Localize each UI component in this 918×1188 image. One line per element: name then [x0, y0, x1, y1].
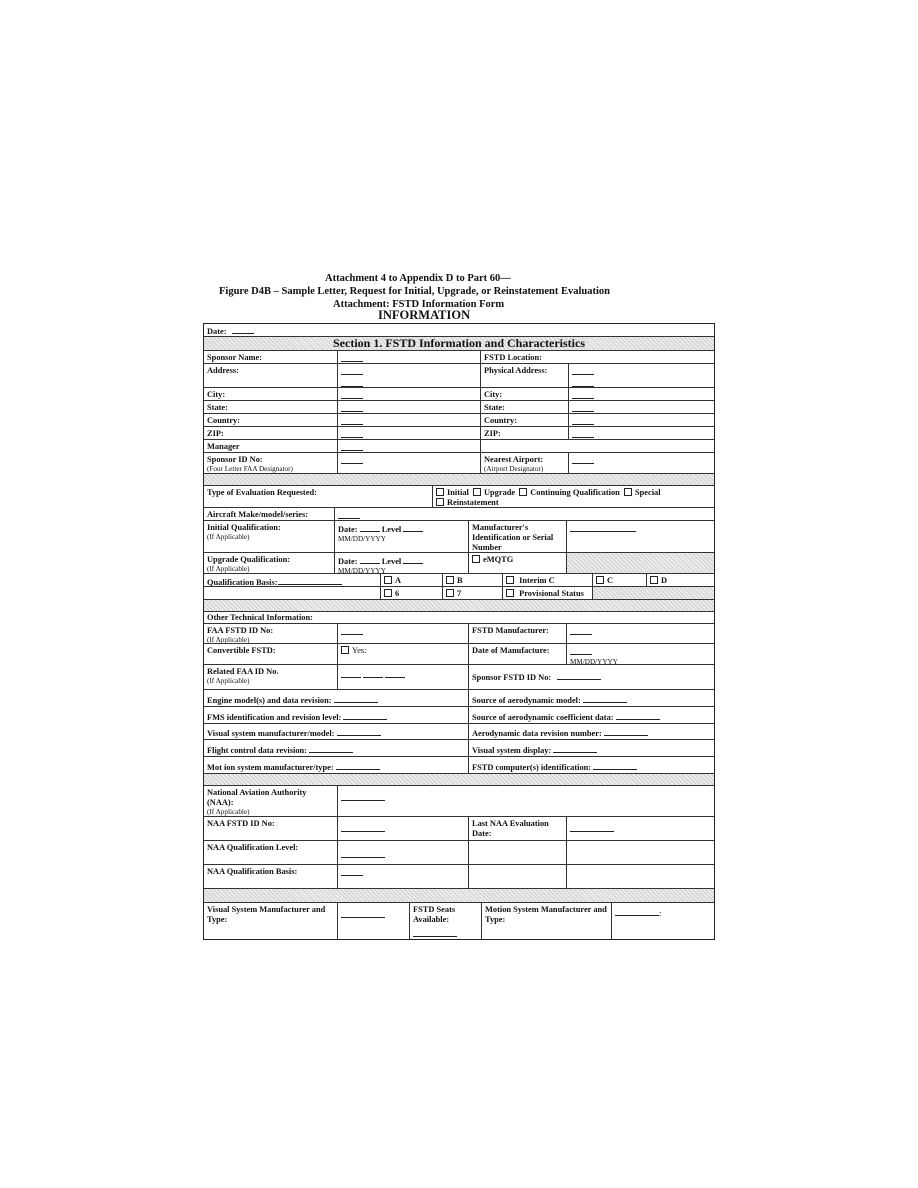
faa-fstd-id-label: FAA FSTD ID No: — [207, 626, 274, 635]
country-label-2: Country: — [480, 414, 568, 426]
reinstatement-option-label: Reinstatement — [447, 498, 499, 507]
other-technical-row — [204, 611, 714, 623]
upgrade-level-field[interactable] — [403, 555, 423, 564]
sponsor-name-field[interactable] — [341, 353, 363, 362]
level-d-label: D — [661, 576, 668, 585]
provisional-status-label: Provisional Status — [519, 589, 584, 598]
physical-address-field-1[interactable] — [572, 366, 594, 375]
motion-system-row — [204, 756, 714, 773]
fstd-information-form — [203, 323, 715, 940]
sponsor-name-row — [204, 350, 714, 363]
motion-system-field[interactable] — [336, 761, 380, 770]
sponsor-id-label: Sponsor ID No: — [207, 455, 263, 464]
manager-field[interactable] — [341, 442, 363, 451]
date-of-manufacture-format: MM/DD/YYYY — [570, 658, 618, 664]
upgrade-date-format: MM/DD/YYYY — [338, 567, 386, 573]
sponsor-id-row — [204, 452, 714, 473]
fstd-computer-label: FSTD computer(s) identification: — [472, 763, 592, 772]
country-label: Country: — [207, 416, 241, 425]
visual-display-label: Visual system display: — [472, 746, 552, 755]
motion-system-colon: : — [659, 909, 662, 918]
address-row — [204, 363, 714, 387]
zip-label: ZIP: — [207, 429, 224, 438]
aero-revision-label: Aerodynamic data revision number: — [472, 729, 602, 738]
sponsor-fstd-id-field[interactable] — [557, 671, 601, 680]
level-a-label: A — [395, 576, 402, 585]
address-field-2[interactable] — [341, 378, 363, 387]
naa-fstd-id-label: NAA FSTD ID No: — [207, 819, 275, 828]
naa-fstd-id-row — [204, 816, 714, 840]
motion-system-type-field[interactable] — [615, 907, 662, 918]
sponsor-id-field[interactable] — [341, 455, 363, 464]
naa-qualification-level-row — [204, 840, 714, 864]
engine-model-label: Engine model(s) and data revision: — [207, 696, 332, 705]
visual-system-model-field[interactable] — [337, 727, 381, 736]
interim-c-label: Interim C — [519, 576, 555, 585]
last-naa-evaluation-label: Last NAA Evaluation Date: — [468, 817, 566, 840]
naa-qualification-basis-row — [204, 864, 714, 888]
naa-qualification-basis-field[interactable] — [341, 867, 363, 876]
level-6-checkbox[interactable] — [384, 589, 392, 597]
related-faa-id-field-1[interactable] — [341, 669, 361, 678]
fms-identification-label: FMS identification and revision level: — [207, 713, 342, 722]
manufacturer-id-field[interactable] — [570, 523, 636, 532]
continuing-qualification-label: Continuing Qualification — [530, 488, 620, 497]
header-line-2: Figure D4B – Sample Letter, Request for Initial, Upgrade, or Reinstatement Evaluation — [219, 286, 611, 297]
upgrade-option-label: Upgrade — [483, 488, 516, 497]
header-line-4: INFORMATION — [378, 308, 471, 322]
upgrade-qualification-label: Upgrade Qualification: — [207, 555, 291, 564]
country-row — [204, 413, 714, 426]
source-aero-coefficient-label: Source of aerodynamic coefficient data: — [472, 713, 614, 722]
header-line-1: Attachment 4 to Appendix D to Part 60— — [325, 273, 511, 284]
manager-row — [204, 439, 714, 452]
fstd-location-label: FSTD Location: — [480, 351, 714, 363]
provisional-status-checkbox[interactable] — [506, 589, 514, 597]
level-d-checkbox[interactable] — [650, 576, 658, 584]
visual-system-type-field[interactable] — [341, 909, 385, 918]
qualification-basis-field[interactable] — [278, 576, 342, 585]
fms-identification-field[interactable] — [343, 711, 387, 720]
naa-qualification-level-label: NAA Qualification Level: — [207, 843, 299, 852]
nearest-airport-label: Nearest Airport: — [484, 455, 544, 464]
qualification-basis-row-2 — [204, 586, 714, 599]
motion-system-label: Mot ion system manufacturer/type: — [207, 763, 334, 772]
faa-fstd-id-note: (If Applicable) — [207, 636, 250, 643]
state-field[interactable] — [341, 403, 363, 412]
sponsor-id-note: (Four Letter FAA Designator) — [207, 465, 293, 473]
source-aero-model-field[interactable] — [583, 694, 627, 703]
state-row — [204, 400, 714, 413]
initial-date-format: MM/DD/YYYY — [338, 535, 386, 543]
shaded-divider — [204, 473, 714, 485]
motion-system-type-label: Motion System Manufacturer and Type: — [481, 903, 611, 939]
section-1-title-row — [204, 336, 714, 350]
emqtg-label: eMQTG — [483, 555, 514, 564]
level-b-label: B — [457, 576, 463, 585]
level-b-checkbox[interactable] — [446, 576, 454, 584]
continuing-qualification-checkbox[interactable] — [519, 488, 527, 496]
level-a-checkbox[interactable] — [384, 576, 392, 584]
upgrade-qualification-row — [204, 552, 714, 573]
naa-fstd-id-field[interactable] — [341, 823, 385, 832]
fms-row — [204, 706, 714, 723]
reinstatement-checkbox[interactable] — [436, 498, 444, 506]
level-7-label: 7 — [457, 589, 462, 598]
upgrade-checkbox[interactable] — [473, 488, 481, 496]
level-7-checkbox[interactable] — [446, 589, 454, 597]
city-label: City: — [207, 390, 226, 399]
naa-qualification-basis-label: NAA Qualification Basis: — [207, 867, 298, 876]
date-of-manufacture-label: Date of Manufacture: — [468, 644, 566, 664]
fstd-seats-field[interactable] — [413, 928, 457, 937]
shaded-divider-4 — [204, 888, 714, 902]
state-label-2: State: — [480, 401, 568, 413]
naa-row — [204, 785, 714, 816]
sponsor-name-label: Sponsor Name: — [207, 353, 262, 362]
flight-control-row — [204, 739, 714, 756]
city-field-2[interactable] — [572, 390, 594, 399]
manufacturer-id-label: Manufacturer's Identification or Serial Number — [468, 521, 566, 552]
interim-c-checkbox[interactable] — [506, 576, 514, 584]
convertible-row — [204, 643, 714, 664]
aircraft-row — [204, 507, 714, 520]
source-aero-model-label: Source of aerodynamic model: — [472, 696, 581, 705]
special-option-label: Special — [634, 488, 661, 497]
initial-date-label: Date: — [338, 525, 358, 534]
aircraft-label: Aircraft Make/model/series: — [207, 510, 309, 519]
nearest-airport-note: (Airport Designator) — [484, 465, 544, 473]
level-c-label: C — [607, 576, 614, 585]
upgrade-qualification-note: (If Applicable) — [207, 565, 250, 573]
nearest-airport-field[interactable] — [572, 455, 594, 464]
form-header — [0, 272, 918, 326]
naa-qualification-level-field[interactable] — [341, 849, 385, 858]
fstd-manufacturer-label: FSTD Manufacturer: — [468, 624, 566, 643]
convertible-yes-label: Yes: — [352, 646, 367, 655]
zip-row — [204, 426, 714, 439]
state-label: State: — [207, 403, 228, 412]
city-row — [204, 387, 714, 400]
related-faa-id-field-3[interactable] — [385, 669, 405, 678]
initial-level-field[interactable] — [403, 523, 423, 532]
zip-field[interactable] — [341, 429, 363, 438]
convertible-yes-checkbox[interactable] — [341, 646, 349, 654]
physical-address-label: Physical Address: — [480, 364, 568, 387]
manager-label: Manager — [207, 442, 240, 451]
faa-fstd-id-row — [204, 623, 714, 643]
related-faa-id-field-2[interactable] — [363, 669, 383, 678]
initial-qualification-row — [204, 520, 714, 552]
initial-qualification-note: (If Applicable) — [207, 533, 250, 541]
zip-field-2[interactable] — [572, 429, 594, 438]
city-label-2: City: — [480, 388, 568, 400]
fstd-seats-label: FSTD Seats Available: — [413, 905, 456, 924]
level-c-checkbox[interactable] — [596, 576, 604, 584]
date-field[interactable] — [232, 325, 254, 334]
visual-motion-row — [204, 902, 714, 939]
flight-control-label: Flight control data revision: — [207, 746, 307, 755]
evaluation-type-row — [204, 485, 714, 507]
initial-qualification-label: Initial Qualification: — [207, 523, 281, 532]
emqtg-checkbox[interactable] — [472, 555, 480, 563]
faa-fstd-id-field[interactable] — [341, 626, 363, 635]
related-faa-id-label: Related FAA ID No. — [207, 667, 279, 676]
section-1-title: Section 1. FSTD Information and Characteristics — [333, 337, 585, 350]
convertible-fstd-label: Convertible FSTD: — [207, 646, 276, 655]
zip-label-2: ZIP: — [480, 427, 568, 439]
engine-model-row — [204, 689, 714, 706]
date-of-manufacture-field[interactable] — [570, 646, 592, 655]
naa-note: (If Applicable) — [207, 808, 250, 816]
sponsor-fstd-id-label: Sponsor FSTD ID No: — [472, 673, 552, 682]
fstd-manufacturer-field[interactable] — [570, 626, 592, 635]
upgrade-level-label: Level — [381, 557, 402, 566]
initial-option-label: Initial — [447, 488, 469, 497]
city-field[interactable] — [341, 390, 363, 399]
special-checkbox[interactable] — [624, 488, 632, 496]
header-line-3: Attachment: FSTD Information Form — [333, 299, 505, 310]
flight-control-field[interactable] — [309, 744, 353, 753]
date-row — [204, 324, 714, 336]
date-label: Date: — [207, 327, 227, 336]
address-label: Address: — [207, 366, 239, 375]
shaded-divider-2 — [204, 599, 714, 611]
fstd-computer-field[interactable] — [593, 761, 637, 770]
last-naa-evaluation-field[interactable] — [570, 823, 614, 832]
visual-system-type-label: Visual System Manufacturer and Type: — [207, 905, 326, 924]
upgrade-date-label: Date: — [338, 557, 358, 566]
country-field[interactable] — [341, 416, 363, 425]
naa-field[interactable] — [341, 792, 385, 801]
state-field-2[interactable] — [572, 403, 594, 412]
related-faa-id-note: (If Applicable) — [207, 677, 250, 685]
address-field-1[interactable] — [341, 366, 363, 375]
aircraft-field[interactable] — [338, 510, 360, 519]
other-technical-label: Other Technical Information: — [207, 613, 313, 622]
visual-system-model-label: Visual system manufacturer/model: — [207, 729, 335, 738]
initial-level-label: Level — [381, 525, 402, 534]
physical-address-field-2[interactable] — [572, 378, 594, 387]
visual-system-row — [204, 723, 714, 739]
level-6-label: 6 — [395, 589, 400, 598]
source-aero-coefficient-field[interactable] — [616, 711, 660, 720]
country-field-2[interactable] — [572, 416, 594, 425]
initial-date-field[interactable] — [360, 523, 380, 532]
qualification-basis-label: Qualification Basis: — [207, 578, 278, 586]
qualification-basis-row-1 — [204, 573, 714, 586]
related-faa-row — [204, 664, 714, 689]
type-of-evaluation-label: Type of Evaluation Requested: — [207, 488, 317, 497]
upgrade-date-field[interactable] — [360, 555, 380, 564]
initial-checkbox[interactable] — [436, 488, 444, 496]
naa-label: National Aviation Authority (NAA): — [207, 788, 307, 807]
shaded-divider-3 — [204, 773, 714, 785]
visual-display-field[interactable] — [553, 744, 597, 753]
engine-model-field[interactable] — [334, 694, 378, 703]
aero-revision-field[interactable] — [604, 727, 648, 736]
